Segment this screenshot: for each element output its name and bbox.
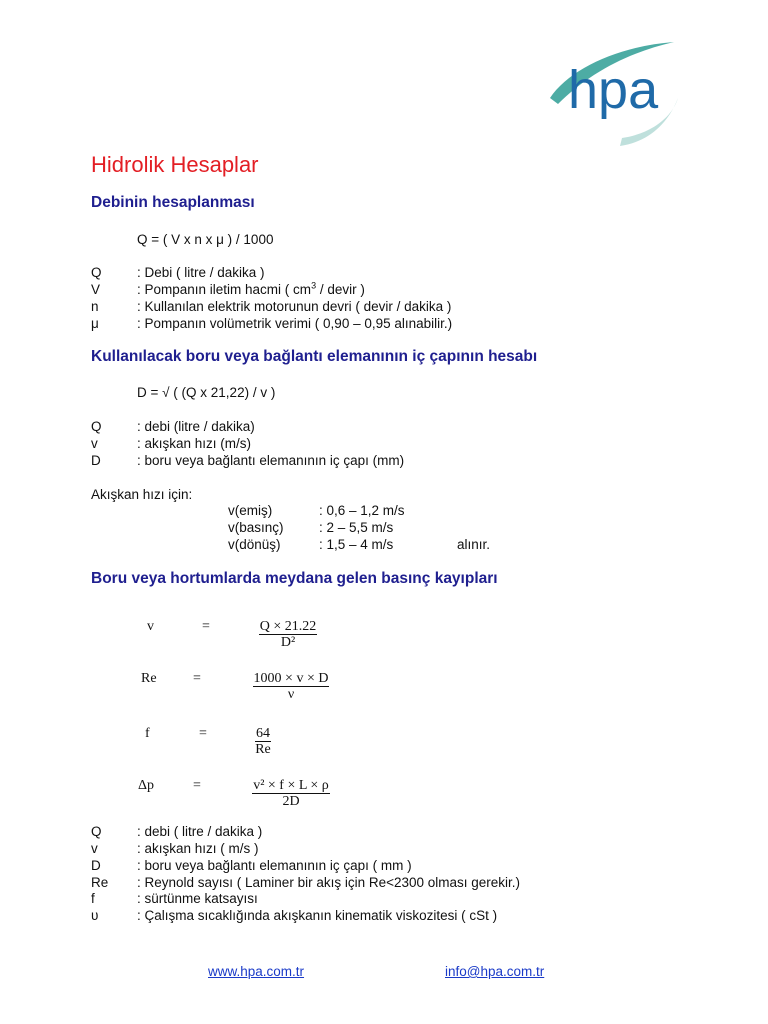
hpa-logo-text: hpa <box>568 60 659 120</box>
formula-numerator: v² × f × L × ρ <box>253 778 329 793</box>
speed-note: alınır. <box>457 537 491 552</box>
formula-fraction <box>245 778 337 810</box>
def-symbol: υ <box>91 908 99 923</box>
formula-equals: = <box>202 619 210 634</box>
def-text: : sürtünme katsayısı <box>137 891 258 906</box>
def-symbol: v <box>91 436 98 451</box>
formula-numerator: 64 <box>256 726 270 741</box>
def-symbol: Re <box>91 875 109 890</box>
pipe-diameter-formula: D = √ ( (Q x 21,22) / v ) <box>137 385 276 400</box>
hpa-logo-graphic <box>540 38 680 150</box>
speed-value: : 0,6 – 1,2 m/s <box>319 503 405 518</box>
formula-equals: = <box>193 778 201 793</box>
formula-denominator: ν <box>287 687 295 702</box>
formula-equals: = <box>199 726 207 741</box>
formula-fraction <box>245 671 337 703</box>
def-symbol: Q <box>91 419 102 434</box>
def-text: : debi ( litre / dakika ) <box>137 824 263 839</box>
superscript: 3 <box>311 280 317 291</box>
def-text: : Reynold sayısı ( Laminer bir akış için Re<2300 olması gerekir.) <box>137 875 521 890</box>
formula-lhs: Δp <box>138 778 155 793</box>
formula-denominator: Re <box>255 742 271 757</box>
formula-denominator: D² <box>280 635 296 650</box>
speed-label: v(emiş) <box>228 503 273 518</box>
def-text: : debi (litre / dakika) <box>137 419 255 434</box>
def-text: : Çalışma sıcaklığında akışkanın kinematik viskozitesi ( cSt ) <box>137 908 498 923</box>
def-text: : Pompanın volümetrik verimi ( 0,90 – 0,95 alınabilir.) <box>137 316 453 331</box>
page-title: Hidrolik Hesaplar <box>91 152 259 177</box>
def-symbol: v <box>91 841 98 856</box>
formula-lhs: Re <box>141 671 157 686</box>
def-text: : akışkan hızı ( m/s ) <box>137 841 259 856</box>
website-link[interactable]: www.hpa.com.tr <box>208 964 305 979</box>
speed-value: : 2 – 5,5 m/s <box>319 520 394 535</box>
flow-rate-formula: Q = ( V x n x μ ) / 1000 <box>137 232 274 247</box>
speed-intro: Akışkan hızı için: <box>91 487 193 502</box>
def-symbol: Q <box>91 265 102 280</box>
formula-fraction <box>249 726 277 758</box>
def-symbol: Q <box>91 824 102 839</box>
section-heading-pressure-loss: Boru veya hortumlarda meydana gelen basınç kayıpları <box>91 570 498 587</box>
def-text: : boru veya bağlantı elemanının iç çapı ( mm ) <box>137 858 412 873</box>
speed-label: v(basınç) <box>228 520 284 535</box>
def-text: : akışkan hızı (m/s) <box>137 436 252 451</box>
def-text: : boru veya bağlantı elemanının iç çapı (mm) <box>137 453 405 468</box>
hpa-logo <box>540 38 680 150</box>
speed-label: v(dönüş) <box>228 537 281 552</box>
def-symbol: f <box>91 891 95 906</box>
def-symbol: V <box>91 282 101 297</box>
formula-numerator: Q × 21.22 <box>259 619 317 634</box>
def-symbol: D <box>91 858 101 873</box>
def-text: : Kullanılan elektrik motorunun devri ( devir / dakika ) <box>137 299 452 314</box>
formula-numerator: 1000 × v × D <box>253 671 329 686</box>
speed-value: : 1,5 – 4 m/s <box>319 537 394 552</box>
formula-fraction <box>250 619 326 651</box>
def-symbol: n <box>91 299 99 314</box>
formula-denominator: 2D <box>282 794 300 809</box>
def-symbol: μ <box>91 316 99 331</box>
formula-equals: = <box>193 671 201 686</box>
formula-lhs: f <box>145 726 150 741</box>
def-symbol: D <box>91 453 101 468</box>
section-heading-flow-rate: Debinin hesaplanması <box>91 194 255 211</box>
def-text: : Debi ( litre / dakika ) <box>137 265 265 280</box>
section-heading-pipe-diameter: Kullanılacak boru veya bağlantı elemanının iç çapının hesabı <box>91 348 538 365</box>
email-link[interactable]: info@hpa.com.tr <box>445 964 545 979</box>
def-text: : Pompanın iletim hacmi ( $cm^3$ / devir ) <box>137 280 365 297</box>
formula-lhs: v <box>147 619 154 634</box>
